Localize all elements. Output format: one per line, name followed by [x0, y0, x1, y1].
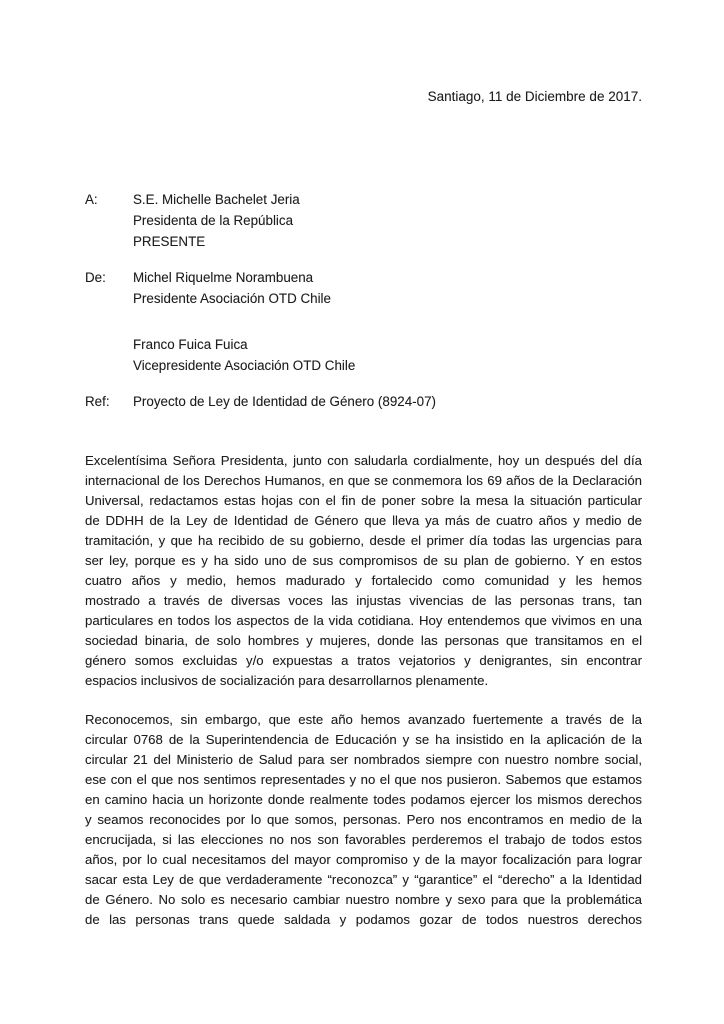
recipient-lines [133, 189, 642, 252]
body-text-line: internacional de los Derechos Humanos, en que se conmemora los 69 años de la Declaración [85, 473, 642, 488]
address-line: Presidente Asociación OTD Chile [133, 291, 331, 306]
body-text-line: tramitación, y que ha recibido de su gobierno, desde el primer día todas las urgencias para [85, 533, 642, 548]
body-text-line: ser ley, porque es y ha sido uno de sus compromisos de su plan de gobierno. Y en estos [85, 553, 642, 568]
body-text-line: años, por lo cual necesitamos del mayor compromiso y de la mayor focalización para lograr [85, 852, 642, 867]
body-text-line: sociedad binaria, de solo hombres y mujeres, donde las personas que transitamos en el [85, 633, 642, 648]
address-line: PRESENTE [133, 234, 206, 249]
address-line: Franco Fuica Fuica [133, 337, 248, 352]
sender-block-secondary [85, 334, 642, 376]
reference-block [85, 391, 642, 412]
body-text-line: en camino hacia un horizonte donde realmente todes podamos ejercer los mismos derechos [85, 792, 642, 807]
reference-label: Ref: [85, 394, 110, 409]
body-text-line: circular 21 del Ministerio de Salud para ser nombrados siempre con nuestro nombre social, [85, 752, 642, 767]
address-line: S.E. Michelle Bachelet Jeria [133, 192, 300, 207]
body-text-line: y seamos reconocides por lo que somos, personas. Pero nos encontramos en medio de la [85, 812, 642, 827]
body-text-line: de DDHH de la Ley de Identidad de Género que lleva ya más de cuatro años y medio de [85, 513, 642, 528]
letter-body [85, 451, 642, 930]
letter-date: Santiago, 11 de Diciembre de 2017. [427, 89, 642, 104]
body-paragraph [85, 451, 642, 691]
body-text-line: Universal, redactamos estas hojas con el fin de poner sobre la mesa la situación particular [85, 493, 642, 508]
body-text-line: particulares en todos los aspectos de la vida cotidiana. Hoy entendemos que vivimos en una [85, 613, 642, 628]
body-text-line: ese con el que nos sentimos representades y no el que nos pusieron. Sabemos que estamos [85, 772, 642, 787]
address-line: Vicepresidente Asociación OTD Chile [133, 358, 356, 373]
body-text-line: de Género. No solo es necesario cambiar nuestro nombre y sexo para que la problemática [85, 892, 642, 907]
body-text-line: Excelentísima Señora Presidenta, junto con saludarla cordialmente, hoy un después del día [85, 453, 642, 468]
body-paragraph [85, 710, 642, 930]
address-line: Michel Riquelme Norambuena [133, 270, 314, 285]
recipient-row [85, 189, 642, 252]
body-text-line: circular 0768 de la Superintendencia de Educación y se ha insistido en la aplicación de la [85, 732, 642, 747]
sender-block-primary [85, 267, 642, 309]
body-text-line: cuatro años y medio, hemos madurado y fortalecido como comunidad y les hemos [85, 573, 642, 588]
sender-label: De: [85, 270, 106, 285]
sender-row-secondary [85, 334, 642, 376]
recipient-label: A: [85, 192, 98, 207]
address-line: Presidenta de la República [133, 213, 294, 228]
body-text-line: espacios inclusivos de socialización para desarrollarnos plenamente. [85, 673, 489, 688]
sender-secondary-lines [133, 334, 642, 376]
body-text-line: mostrado a través de diversas voces las injustas vivencias de las personas trans, tan [85, 593, 642, 608]
body-text-line: sacar esta Ley de que verdaderamente “reconozca” y “garantice” el “derecho” a la Identidad [85, 872, 642, 887]
body-text-line: género somos excluidas y/o expuestas a tratos vejatorios y denigrantes, sin encontrar [85, 653, 642, 668]
reference-text: Proyecto de Ley de Identidad de Género (8924-07) [133, 394, 436, 409]
body-text-line: Reconocemos, sin embargo, que este año hemos avanzado fuertemente a través de la [85, 712, 642, 727]
recipient-block [85, 189, 642, 252]
body-text-line: encrucijada, si las elecciones no nos son favorables perderemos el trabajo de todos estos [85, 832, 642, 847]
reference-row [85, 391, 642, 412]
sender-row-primary [85, 267, 642, 309]
body-text-line: de las personas trans quede saldada y podamos gozar de todos nuestros derechos [85, 912, 642, 927]
sender-primary-lines [133, 267, 642, 309]
